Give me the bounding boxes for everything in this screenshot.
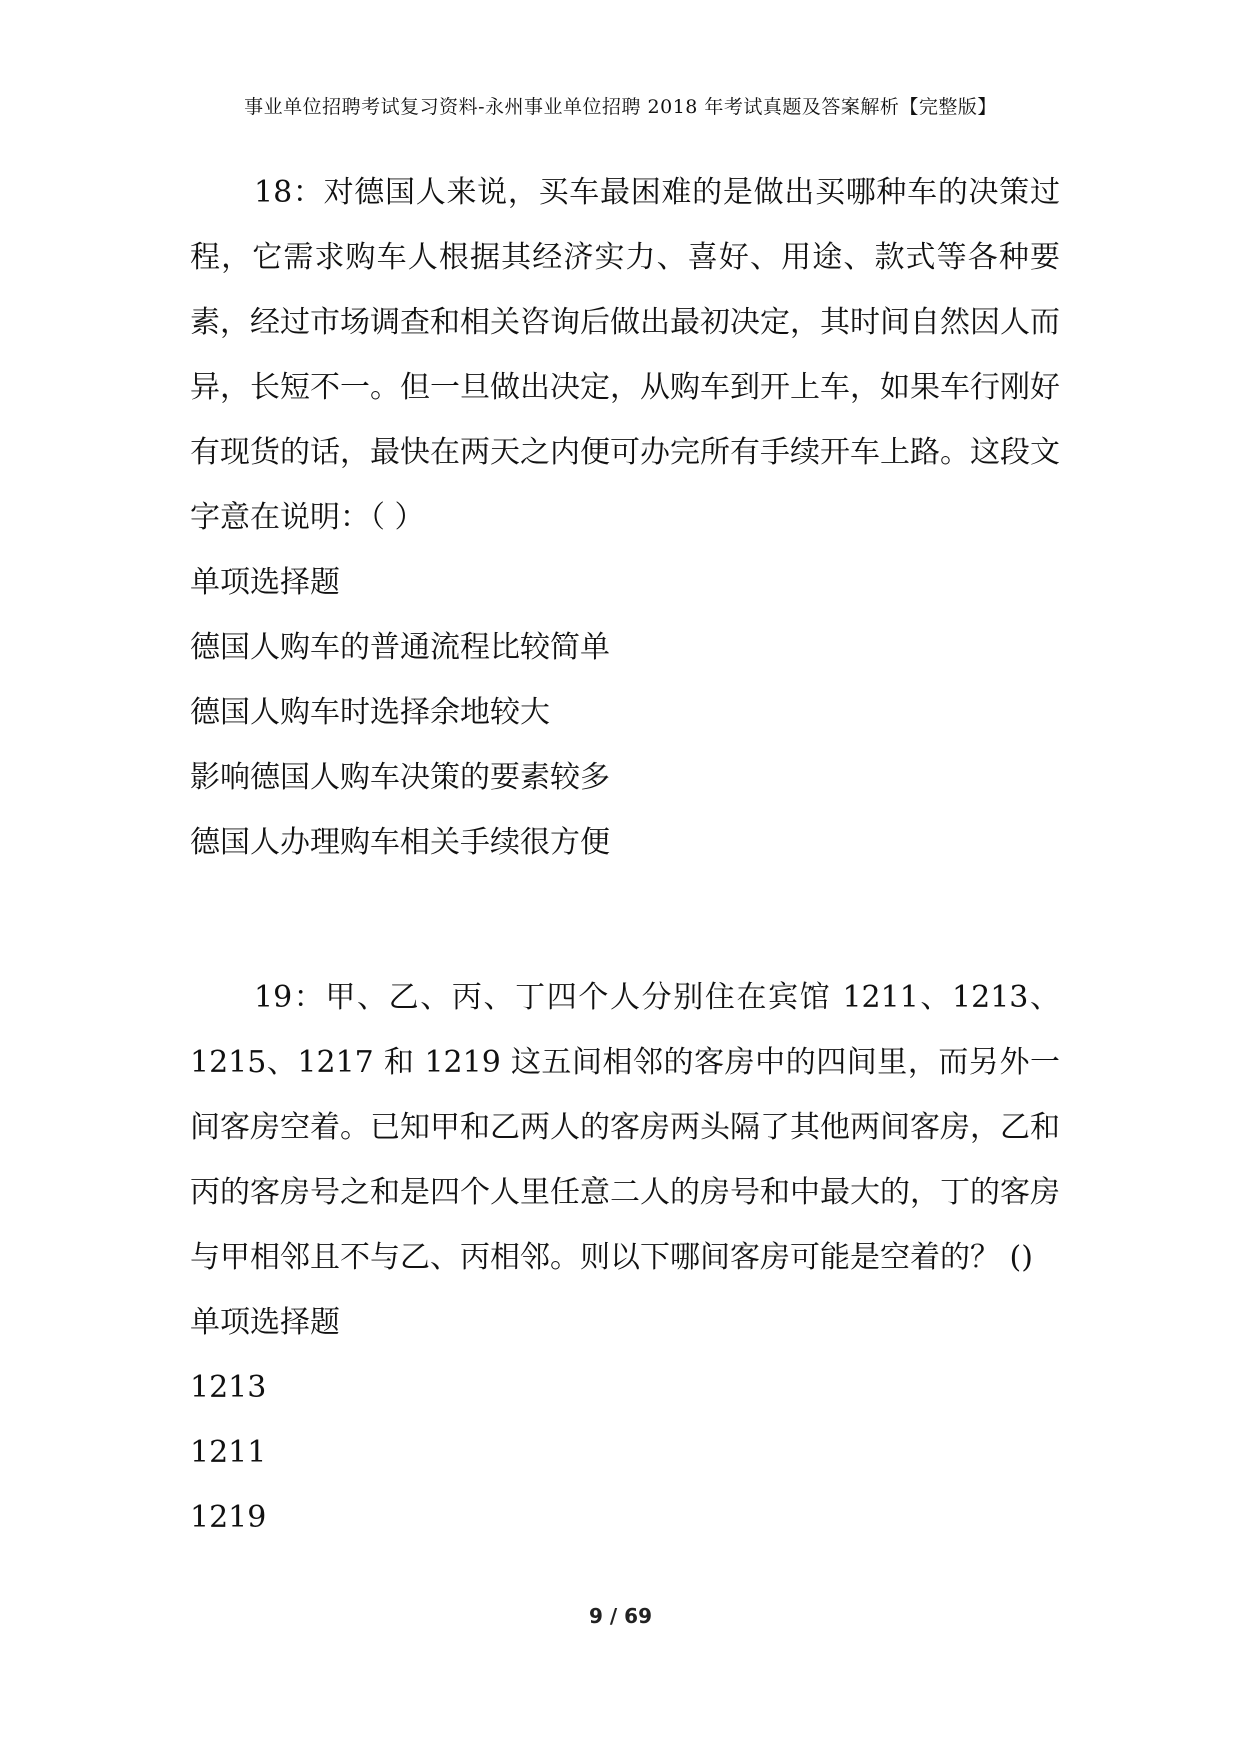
option-item: 德国人购车的普通流程比较简单 [190, 630, 610, 665]
question-type: 单项选择题 [190, 565, 340, 600]
question-19 [190, 965, 1060, 1550]
page-content [190, 160, 1060, 1550]
question-type: 单项选择题 [190, 1305, 340, 1340]
question-stem: 18：对德国人来说，买车最困难的是做出买哪种车的决策过程，它需求购车人根据其经济实力、喜好、用途、款式等各种要素，经过市场调查和相关咨询后做出最初决定，其时间自然因人而异，长短不一。但一旦做出决定，从购车到开上车，如果车行刚好有现货的话，最快在两天之内便可办完所有手续开车上路。这段文字意在说明：（ ） [190, 175, 1060, 535]
option-item: 德国人办理购车相关手续很方便 [190, 825, 610, 860]
page-header: 事业单位招聘考试复习资料-永州事业单位招聘 2018 年考试真题及答案解析【完整版】 [244, 96, 997, 118]
question-18 [190, 160, 1060, 875]
option-item: 影响德国人购车决策的要素较多 [190, 760, 610, 795]
option-item: 德国人购车时选择余地较大 [190, 695, 550, 730]
option-item: 1213 [190, 1370, 267, 1405]
spacer [190, 875, 1060, 965]
question-stem: 19：甲、乙、丙、丁四个人分别住在宾馆 1211、1213、1215、1217 和 1219 这五间相邻的客房中的四间里，而另外一间客房空着。已知甲和乙两人的客房两头隔了其他两间客房，乙和丙的客房号之和是四个人里任意二人的房号和中最大的，丁的客房与甲相邻且不与乙、丙相邻。则以下哪间客房可能是空着的？ () [190, 980, 1060, 1275]
option-item: 1219 [190, 1500, 267, 1535]
option-item: 1211 [190, 1435, 267, 1470]
page-number: 9 / 69 [589, 1604, 652, 1628]
